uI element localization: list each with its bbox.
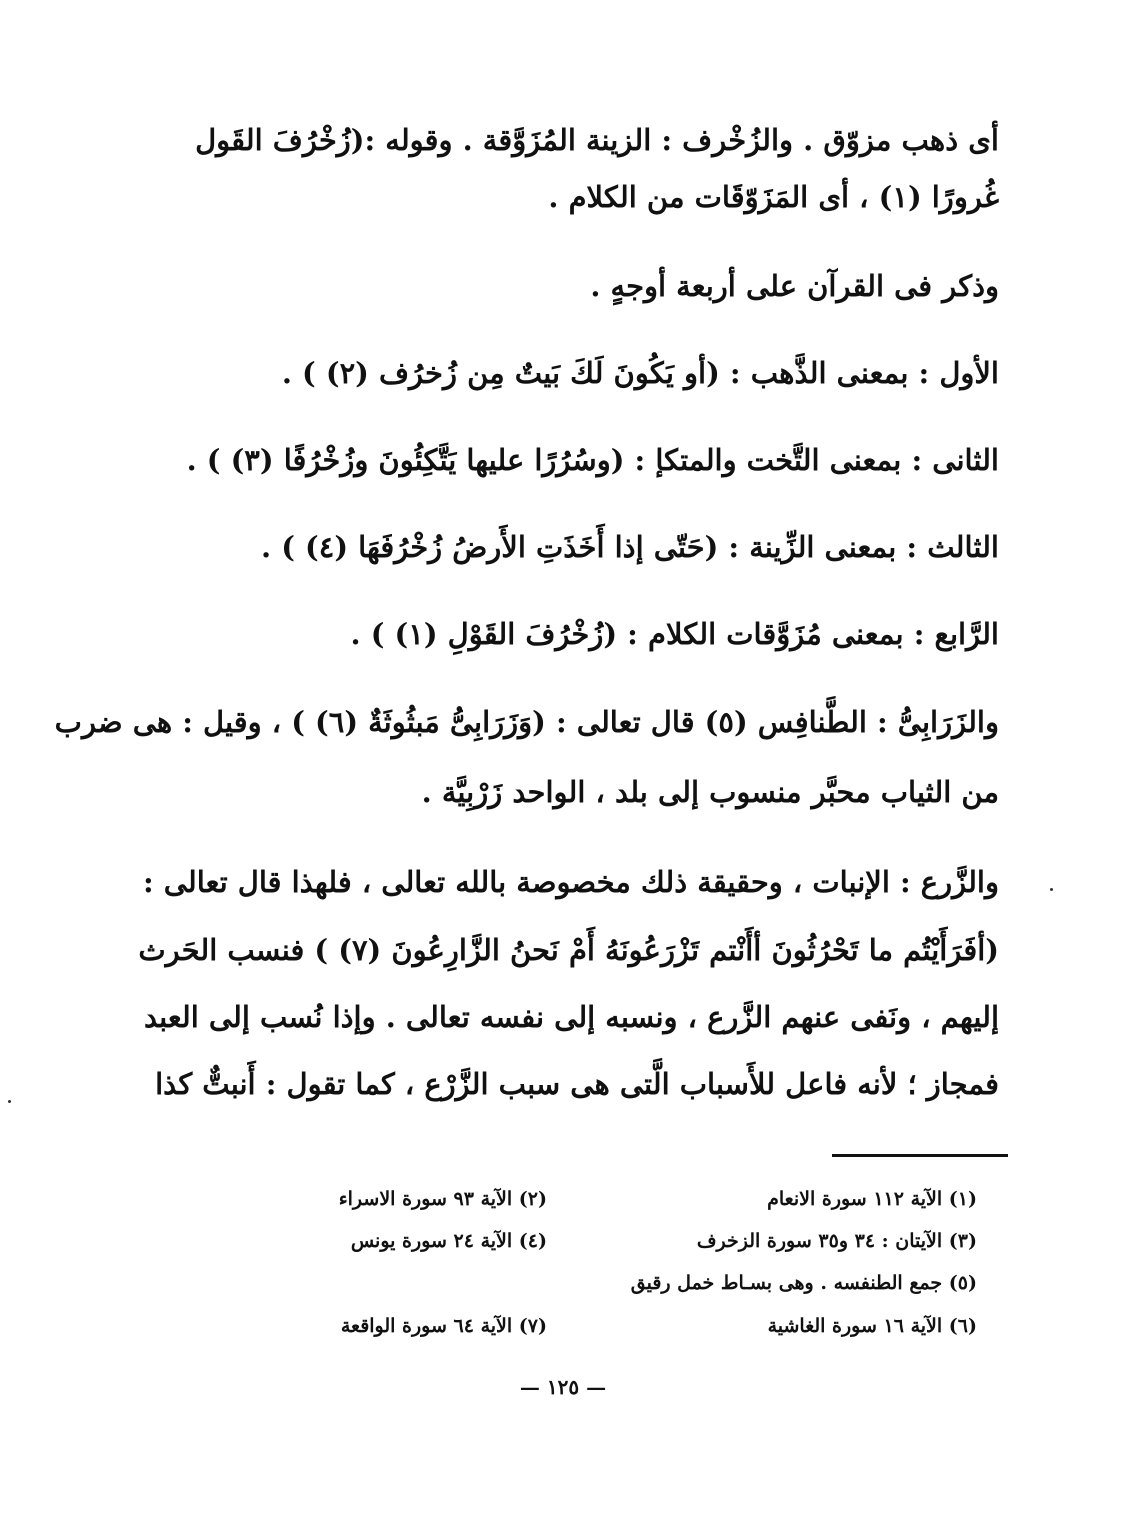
- body-line-2: غُرورًا (١) ، أى المَزَوّقَات من الكلام .: [548, 180, 999, 214]
- footnote-4: (٤) الآية ٢٤ سورة يونس: [350, 1230, 547, 1252]
- body-line-11: (أفَرَأَيْتُم ما تَحْرُثُونَ أأَنْتم تَزْرَعُونَهُ أَمْ نَحنُ الزَّارِعُونَ (٧) ) فنسب الحَرث: [138, 933, 999, 967]
- body-line-4: الأول : بمعنى الذَّهب : (أو يَكُونَ لَكَ بَيتٌ مِن زُخرُف (٢) ) .: [281, 356, 999, 390]
- footnote-1: (١) الآية ١١٢ سورة الانعام: [767, 1188, 977, 1210]
- body-line-12: إليهم ، ونَفى عنهم الزَّرع ، ونسبه إلى نفسه تعالى . وإذا نُسب إلى العبد: [143, 1000, 999, 1034]
- body-line-5: الثانى : بمعنى التَّخت والمتكإ : (وسُرُرًا عليها يَتَّكِئُونَ وزُخْرُفًا (٣) ) .: [186, 443, 999, 477]
- footnote-2: (٢) الآية ٩٣ سورة الاسراء: [338, 1188, 547, 1210]
- footnote-6: (٦) الآية ١٦ سورة الغاشية: [767, 1315, 977, 1337]
- footnote-3: (٣) الآيتان : ٣٤ و٣٥ سورة الزخرف: [696, 1230, 977, 1252]
- footnote-divider: [832, 1154, 1008, 1157]
- footnote-7: (٧) الآية ٦٤ سورة الواقعة: [340, 1315, 547, 1337]
- body-line-9: من الثياب محبَّر منسوب إلى بلد ، الواحد زَرْبِيَّة .: [421, 775, 999, 809]
- scan-speck: [8, 1100, 11, 1103]
- footnote-5: (٥) جمع الطنفسه . وهى بسـاط خمل رقيق: [630, 1272, 977, 1294]
- body-line-7: الرَّابع : بمعنى مُزَوَّقات الكلام : (زُخْرُفَ القَوْلِ (١) ) .: [350, 617, 999, 651]
- body-line-8: والزَرَابِىُّ : الطَّنافِس (٥) قال تعالى : (وَزَرَابِىُّ مَبثُوثَةٌ (٦) ) ، وقيل : هى ضرب: [54, 705, 999, 739]
- page-number: — ١٢٥ —: [519, 1375, 607, 1399]
- scan-speck: [1050, 888, 1053, 891]
- body-line-10: والزَّرع : الإنبات ، وحقيقة ذلك مخصوصة بالله تعالى ، فلهذا قال تعالى :: [142, 865, 999, 899]
- body-line-1: أى ذهب مزوّق . والزُخْرف : الزينة المُزَوَّقة . وقوله :(زُخْرُفَ القَول: [195, 123, 999, 157]
- body-line-3: وذكر فى القرآن على أربعة أوجهٍ .: [590, 269, 999, 303]
- body-line-6: الثالث : بمعنى الزِّينة : (حَتّى إذا أَخَذَتِ الأَرضُ زُخْرُفَهَا (٤) ) .: [261, 530, 999, 564]
- body-line-13: فمجاز ؛ لأنه فاعل للأَسباب الَّتى هى سبب الزَّرْع ، كما تقول : أَنبتٌّ كذا: [155, 1067, 999, 1101]
